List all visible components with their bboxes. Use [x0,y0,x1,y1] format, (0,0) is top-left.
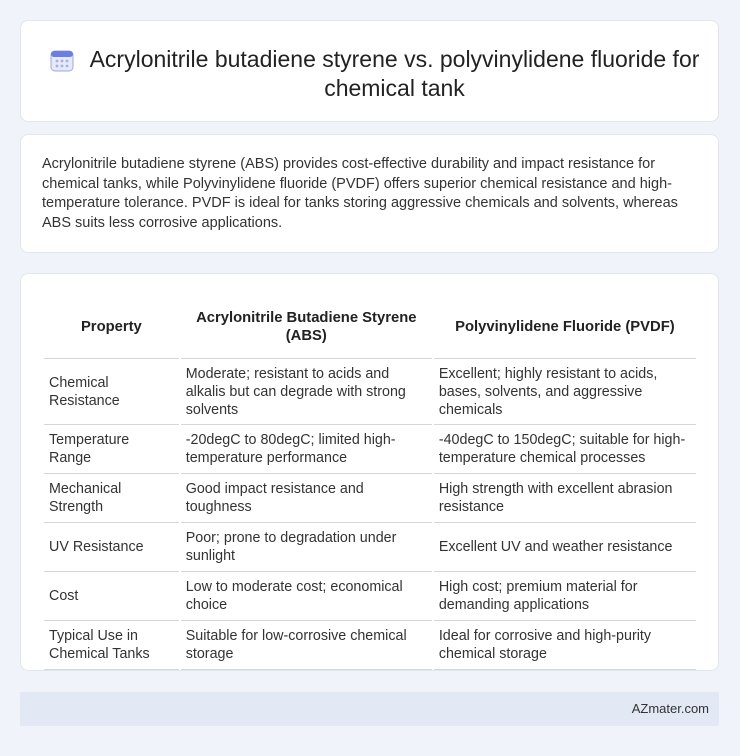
table-row [44,425,696,474]
row-pvdf-value: Excellent UV and weather resistance [434,523,696,572]
row-property: Typical Use in Chemical Tanks [44,621,179,670]
row-abs-value: Low to moderate cost; economical choice [181,572,432,621]
title-card [20,20,719,122]
table-row [44,359,696,425]
calendar-icon [49,47,75,73]
table-row [44,523,696,572]
comparison-card [20,273,719,671]
summary-card [20,134,719,253]
header-abs: Acrylonitrile Butadiene Styrene (ABS) [181,296,432,359]
page-title: Acrylonitrile butadiene styrene vs. polyvinylidene fluoride for chemical tank [89,46,700,101]
row-property: Temperature Range [44,425,179,474]
summary-text: Acrylonitrile butadiene styrene (ABS) provides cost-effective durability and impact resistance for chemical tanks, while Polyvinylidene fluoride (PVDF) offers superior chemical resistance and high-temperature tolerance. PVDF is ideal for tanks storing aggressive chemicals and solvents, whereas ABS suits less corrosive applications. [42,156,678,231]
row-pvdf-value: High cost; premium material for demanding applications [434,572,696,621]
row-abs-value: Poor; prone to degradation under sunlight [181,523,432,572]
row-abs-value: Good impact resistance and toughness [181,474,432,523]
row-abs-value: Suitable for low-corrosive chemical storage [181,621,432,670]
comparison-table [42,296,698,670]
row-property: Chemical Resistance [44,359,179,425]
row-abs-value: Moderate; resistant to acids and alkalis but can degrade with strong solvents [181,359,432,425]
table-header-row [44,296,696,359]
row-property: Mechanical Strength [44,474,179,523]
row-abs-value: -20degC to 80degC; limited high-temperature performance [181,425,432,474]
row-property: Cost [44,572,179,621]
row-pvdf-value: -40degC to 150degC; suitable for high-temperature chemical processes [434,425,696,474]
footer-bar [20,692,719,726]
row-pvdf-value: High strength with excellent abrasion resistance [434,474,696,523]
footer-brand[interactable]: AZmater.com [631,701,709,716]
header-pvdf: Polyvinylidene Fluoride (PVDF) [434,296,696,359]
row-pvdf-value: Excellent; highly resistant to acids, bases, solvents, and aggressive chemicals [434,359,696,425]
table-row [44,621,696,670]
row-property: UV Resistance [44,523,179,572]
row-pvdf-value: Ideal for corrosive and high-purity chemical storage [434,621,696,670]
header-property: Property [44,296,179,359]
table-row [44,572,696,621]
table-row [44,474,696,523]
